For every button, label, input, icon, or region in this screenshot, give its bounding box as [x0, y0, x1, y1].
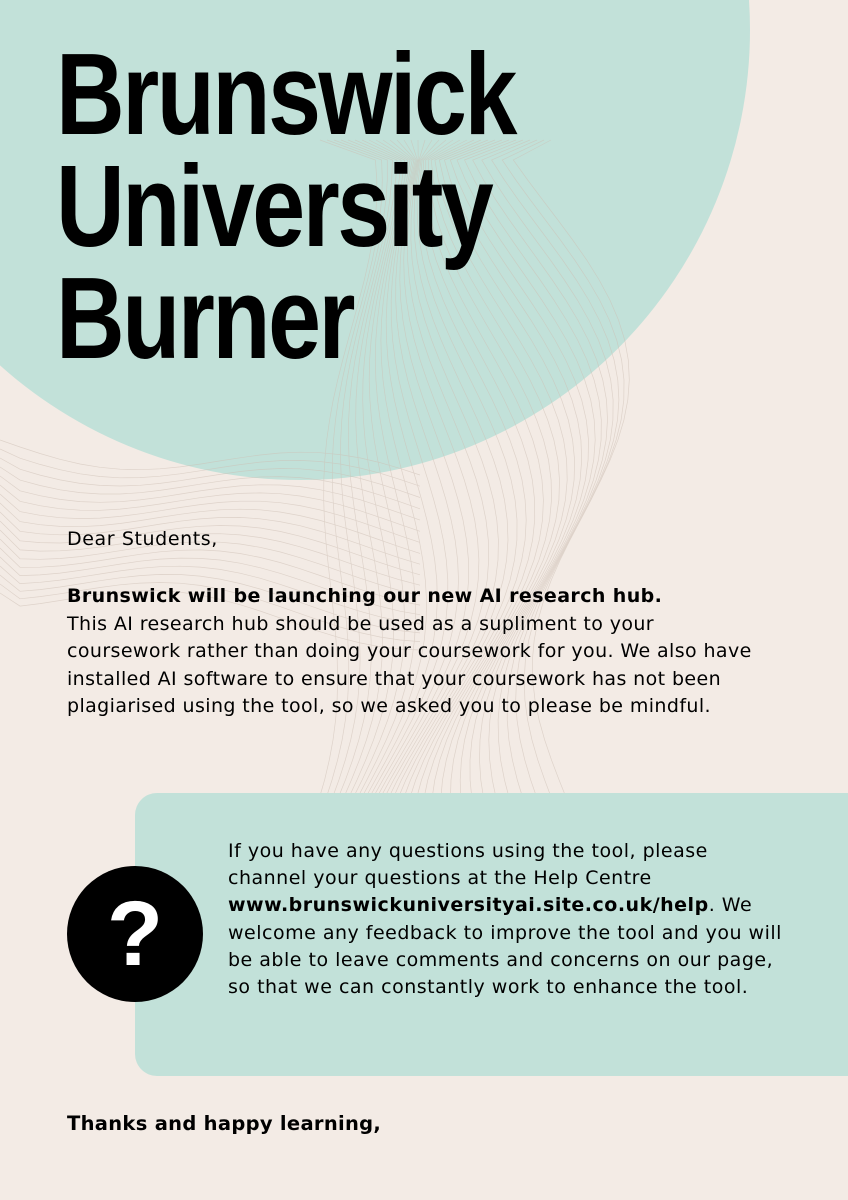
announcement-body: This AI research hub should be used as a supliment to your coursework rather than doing your coursework for you. We also have installed AI software to ensure that your coursework has not been plagiarised using the tool, so we asked you to please be mindful. — [67, 612, 752, 717]
help-paragraph — [228, 838, 788, 1001]
wave-line — [0, 458, 420, 498]
help-centre-link[interactable]: www.brunswickuniversityai.site.co.uk/help — [228, 894, 709, 917]
signoff: Thanks and happy learning, — [67, 1112, 382, 1135]
announcement-lead: Brunswick will be launching our new AI research hub. — [67, 585, 663, 607]
title-line-2: University — [56, 141, 492, 271]
question-mark-glyph: ? — [106, 883, 164, 985]
title-line-1: Brunswick — [56, 29, 515, 159]
announcement-paragraph — [67, 583, 767, 721]
question-mark-icon — [67, 866, 203, 1002]
greeting: Dear Students, — [67, 528, 218, 550]
page-title — [56, 29, 515, 383]
help-text-intro: If you have any questions using the tool, please channel your questions at the Help Centre — [228, 840, 708, 890]
help-text-feedback: . We welcome any feedback to improve the tool and you will be able to leave comments and concerns on our page, so that we can constantly work to enhance the tool. — [228, 894, 782, 999]
wave-line — [0, 485, 420, 531]
wave-line — [0, 467, 420, 509]
title-line-3: Burner — [56, 253, 354, 383]
